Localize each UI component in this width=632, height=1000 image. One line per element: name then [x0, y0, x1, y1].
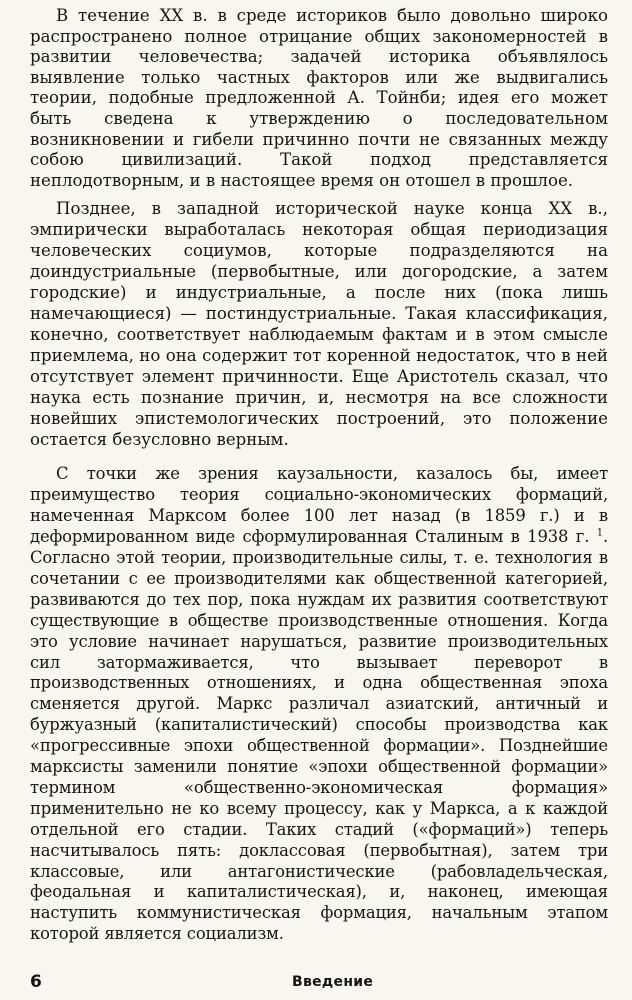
running-head: Введение	[292, 974, 374, 990]
paragraph-3	[30, 464, 608, 945]
page-number: 6	[30, 972, 42, 992]
book-page	[30, 6, 608, 945]
paragraph-3-text-after-footnote: . Согласно этой теории, производительные силы, т. е. технология в сочетании с ее производителями как общественной категорией, развиваются до тех пор, пока нуждам их развития соответствуют существующие в обществе производственные отношения. Когда это условие начинает нарушаться, развитие производительных сил затормаживается, что вызывает переворот в производственных отношениях, и одна общественная эпоха сменяется другой. Маркс различал азиатский, античный и буржуазный (капиталистический) способы производства как «прогрессивные эпохи общественной формации». Позднейшие марксисты заменили понятие «эпохи общественной формации» термином «общественно-экономическая формация» применительно не ко всему процессу, как у Маркса, а к каждой отдельной его стадии. Таких стадий («формаций») теперь насчитывалось пять: доклассовая (первобытная), затем три классовые, или антагонистические (рабовладельческая, феодальная и капиталистическая), и, наконец, имеющая наступить коммунистическая формация, начальным этапом которой является социализм.	[30, 527, 609, 944]
footnote-reference[interactable]: 1	[596, 527, 603, 539]
page-footer	[30, 972, 608, 996]
paragraph-3-text-before-footnote: С точки же зрения каузальности, казалось бы, имеет преимущество теория социально-экономических формаций, намеченная Марксом более 100 лет назад (в 1859 г.) и в деформированном виде сформулированная Сталиным в 1938 г.	[30, 464, 608, 547]
paragraph-1: В течение XX в. в среде историков было довольно широко распространено полное отрицание общих закономерностей в развитии человечества; задачей историка объявлялось выявление только частных факторов или же выдвигались теории, подобные предложенной А. Тойнби; идея его может быть сведена к утверждению о последовательном возникновении и гибели причинно почти не связанных между собою цивилизаций. Такой подход представляется неплодотворным, и в настоящее время он отошел в прошлое.	[30, 6, 608, 190]
paragraph-2: Позднее, в западной исторической науке конца XX в., эмпирически выработалась некоторая общая периодизация человеческих социумов, которые подразделяются на доиндустриальные (первобытные, или догородские, а затем городские) и индустриальные, а после них (пока лишь намечающиеся) — постиндустриальные. Такая классификация, конечно, соответствует наблюдаемым фактам и в этом смысле приемлема, но она содержит тот коренной недостаток, что в ней отсутствует элемент причинности. Еще Аристотель сказал, что наука есть познание причин, и, несмотря на все сложности новейших эпистемологических построений, это положение остается безусловно верным.	[30, 199, 608, 450]
